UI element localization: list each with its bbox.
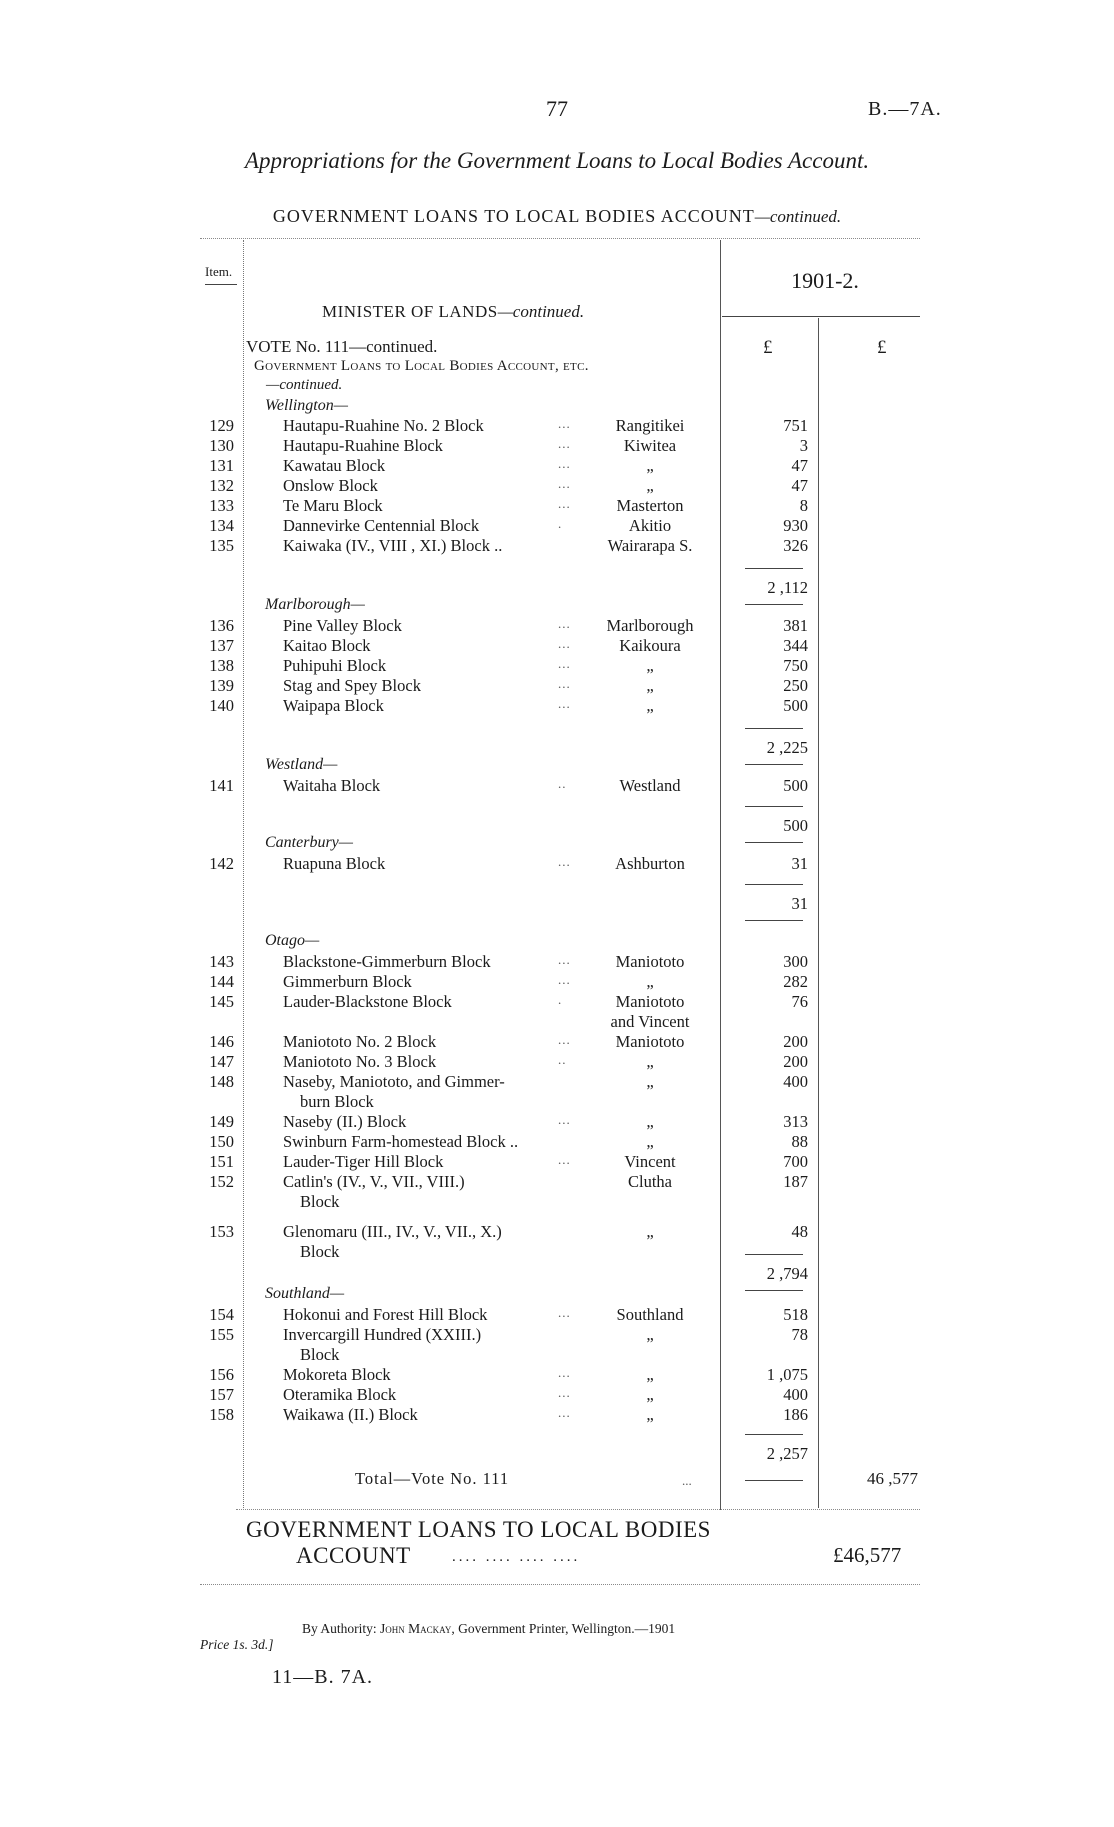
block-name: Ruapuna Block [283, 854, 386, 873]
table-row [0, 676, 1114, 696]
table-row [0, 1072, 1114, 1092]
vote-heading: VOTE No. 111—continued. [246, 337, 438, 356]
year-column-header: 1901-2. [791, 268, 859, 293]
item-header-rule [205, 284, 237, 285]
block-name: Pine Valley Block [283, 616, 402, 635]
amount: 8 [799, 496, 808, 515]
amount: 88 [791, 1132, 808, 1151]
currency-symbol-items: £ [763, 337, 773, 358]
block-name: Waitaha Block [283, 776, 381, 795]
subtotal-rule [745, 806, 803, 807]
block-name-continued: Block [300, 1345, 340, 1364]
item-number: 133 [209, 496, 234, 515]
table-row [0, 1222, 1114, 1242]
district: Maniototo [615, 992, 685, 1011]
item-column-header: Item. [205, 264, 233, 279]
table-row [0, 536, 1114, 556]
item-number: 154 [209, 1305, 234, 1324]
amount: 186 [783, 1405, 808, 1424]
vote-subheading-continued: —continued. [266, 377, 343, 393]
leader-dots: ... [558, 1365, 571, 1380]
amount: 282 [783, 972, 808, 991]
block-name: Waipapa Block [283, 696, 384, 715]
table-row [0, 516, 1114, 536]
district: Marlborough [606, 616, 694, 635]
currency-symbol-total: £ [877, 337, 887, 358]
summary-leader-dots: .... .... .... .... [452, 1549, 581, 1565]
block-name: Oteramika Block [283, 1385, 397, 1404]
vote-total-dots: ... [682, 1473, 692, 1488]
leader-dots: .. [558, 776, 567, 791]
amount: 47 [791, 456, 808, 475]
subtotal-rule [745, 1254, 803, 1255]
block-name: Kaiwaka (IV., VIII , XI.) Block .. [283, 536, 503, 555]
subtotal-rule [745, 1480, 803, 1481]
block-name: Invercargill Hundred (XXIII.) [283, 1325, 482, 1344]
subtitle [0, 206, 1114, 227]
item-number: 146 [209, 1032, 234, 1051]
table-row [0, 696, 1114, 716]
region-heading: Westland— [265, 756, 338, 773]
item-number: 131 [209, 456, 234, 475]
subtotal-rule [745, 568, 803, 569]
amount: 500 [783, 696, 808, 715]
item-number: 145 [209, 992, 234, 1011]
district: „ [646, 476, 654, 495]
district: „ [646, 1222, 654, 1241]
subtitle-text: GOVERNMENT LOANS TO LOCAL BODIES ACCOUNT [272, 206, 755, 226]
leader-dots: ... [558, 952, 571, 967]
subtotal-rule [745, 842, 803, 843]
leader-dots: .. [558, 1052, 567, 1067]
item-number: 152 [209, 1172, 234, 1191]
block-name: Te Maru Block [283, 496, 383, 515]
item-number: 135 [209, 536, 234, 555]
amount: 344 [783, 636, 808, 655]
amount: 930 [783, 516, 808, 535]
block-name: Glenomaru (III., IV., V., VII., X.) [283, 1222, 502, 1241]
leader-dots: ... [558, 656, 571, 671]
main-title: Appropriations for the Government Loans to Local Bodies Account. [244, 148, 870, 173]
item-number: 139 [209, 676, 234, 695]
table-row [0, 1365, 1114, 1385]
region-heading: Canterbury— [265, 834, 353, 851]
block-name: Hokonui and Forest Hill Block [283, 1305, 488, 1324]
summary-title: GOVERNMENT LOANS TO LOCAL BODIES [246, 1517, 711, 1542]
district: Rangitikei [615, 416, 685, 435]
amount: 400 [783, 1385, 808, 1404]
district: „ [646, 656, 654, 675]
district: Kiwitea [623, 436, 677, 455]
item-number: 140 [209, 696, 234, 715]
amount: 751 [783, 416, 808, 435]
item-number: 155 [209, 1325, 234, 1344]
amount: 750 [783, 656, 808, 675]
table-row [0, 1405, 1114, 1425]
leader-dots: ... [558, 476, 571, 491]
subtotal: 2 ,257 [766, 1444, 808, 1463]
amount: 200 [783, 1052, 808, 1071]
block-name: Maniototo No. 3 Block [283, 1052, 437, 1071]
item-number: 142 [209, 854, 234, 873]
block-name-continued: Block [300, 1242, 340, 1261]
amount: 1 ,075 [766, 1365, 808, 1384]
subtotal: 2 ,225 [766, 738, 808, 757]
leader-dots: ... [558, 854, 571, 869]
table-row [0, 776, 1114, 796]
block-name: Naseby (II.) Block [283, 1112, 407, 1131]
table-row-continuation [0, 1192, 1114, 1212]
block-name: Hautapu-Ruahine Block [283, 436, 443, 455]
item-number: 147 [209, 1052, 234, 1071]
amount: 500 [783, 776, 808, 795]
block-name-continued: Block [300, 1192, 340, 1211]
block-name: Catlin's (IV., V., VII., VIII.) [283, 1172, 465, 1191]
block-name-continued: burn Block [300, 1092, 374, 1111]
item-number: 156 [209, 1365, 234, 1384]
amount: 78 [791, 1325, 808, 1344]
leader-dots: ... [558, 496, 571, 511]
item-number: 137 [209, 636, 234, 655]
table-row [0, 952, 1114, 972]
document-reference: B.—7A. [868, 98, 942, 120]
subtotal: 2 ,794 [766, 1264, 808, 1283]
subtotal: 2 ,112 [767, 578, 808, 597]
table-row [0, 636, 1114, 656]
table-row [0, 1112, 1114, 1132]
subtotal-rule [745, 884, 803, 885]
imprint-suffix: , Government Printer, Wellington.—1901 [451, 1621, 676, 1636]
item-number: 151 [209, 1152, 234, 1171]
amount: 31 [791, 854, 808, 873]
block-name: Maniototo No. 2 Block [283, 1032, 437, 1051]
year-header-rule [722, 316, 920, 317]
summary-rule [200, 1584, 920, 1585]
region-heading: Marlborough— [265, 596, 365, 613]
item-number: 132 [209, 476, 234, 495]
district: Kaikoura [619, 636, 681, 655]
amount: 47 [791, 476, 808, 495]
district: Maniototo [615, 952, 685, 971]
table-row [0, 1305, 1114, 1325]
leader-dots: ... [558, 972, 571, 987]
amount: 48 [791, 1222, 808, 1241]
leader-dots: ... [558, 1152, 571, 1167]
block-name: Gimmerburn Block [283, 972, 412, 991]
item-number: 134 [209, 516, 234, 535]
table-row [0, 476, 1114, 496]
leader-dots: ... [558, 1032, 571, 1047]
block-name: Waikawa (II.) Block [283, 1405, 418, 1424]
subtotal-rule [745, 1434, 803, 1435]
region-heading: Southland— [265, 1285, 345, 1302]
minister-text: MINISTER OF LANDS [322, 302, 498, 321]
table-bottom-rule [236, 1509, 920, 1510]
item-number: 130 [209, 436, 234, 455]
table-row-continuation [0, 1092, 1114, 1112]
district: „ [646, 1132, 654, 1151]
block-name: Hautapu-Ruahine No. 2 Block [283, 416, 484, 435]
summary-amount: £46,577 [833, 1543, 902, 1567]
subtotal-rule [745, 764, 803, 765]
district: Akitio [628, 516, 672, 535]
minister-continued: —continued. [497, 302, 585, 321]
table-row [0, 992, 1114, 1012]
table-row [0, 972, 1114, 992]
district: „ [646, 1325, 654, 1344]
subtotal-rule [745, 1290, 803, 1291]
item-number: 148 [209, 1072, 234, 1091]
subtotal: 500 [783, 816, 808, 835]
amount: 381 [783, 616, 808, 635]
table-row [0, 456, 1114, 476]
block-name: Stag and Spey Block [283, 676, 421, 695]
block-name: Lauder-Blackstone Block [283, 992, 452, 1011]
table-row [0, 1152, 1114, 1172]
item-number: 157 [209, 1385, 234, 1404]
table-row-continuation [0, 1345, 1114, 1365]
table-row-continuation [0, 1242, 1114, 1262]
block-name: Blackstone-Gimmerburn Block [283, 952, 491, 971]
block-name: Naseby, Maniototo, and Gimmer- [283, 1072, 505, 1091]
amount: 250 [783, 676, 808, 695]
district: „ [646, 1385, 654, 1404]
item-number: 143 [209, 952, 234, 971]
item-number: 144 [209, 972, 234, 991]
district: Masterton [616, 496, 684, 515]
table-row [0, 436, 1114, 456]
item-number: 129 [209, 416, 234, 435]
amount: 300 [783, 952, 808, 971]
amount: 76 [791, 992, 808, 1011]
subtotal-rule [745, 604, 803, 605]
district: Clutha [628, 1172, 672, 1191]
district: „ [646, 972, 654, 991]
district: „ [646, 676, 654, 695]
district: „ [646, 456, 654, 475]
district: Wairarapa S. [607, 536, 693, 555]
block-name: Onslow Block [283, 476, 378, 495]
district-continued: and Vincent [610, 1012, 690, 1031]
district: Southland [616, 1305, 684, 1324]
amount: 313 [783, 1112, 808, 1131]
price-note: Price 1s. 3d.] [200, 1637, 274, 1652]
block-name: Kaitao Block [283, 636, 371, 655]
block-name: Swinburn Farm-homestead Block .. [283, 1132, 519, 1151]
leader-dots: ... [558, 696, 571, 711]
leader-dots: ... [558, 676, 571, 691]
leader-dots: ... [558, 1112, 571, 1127]
amount: 326 [783, 536, 808, 555]
item-number: 138 [209, 656, 234, 675]
leader-dots: ... [558, 456, 571, 471]
subtotal-rule [745, 920, 803, 921]
block-name: Lauder-Tiger Hill Block [283, 1152, 444, 1171]
table-row [0, 416, 1114, 436]
page-number: 77 [546, 96, 568, 121]
item-number: 153 [209, 1222, 234, 1241]
amount: 400 [783, 1072, 808, 1091]
district: „ [646, 1072, 654, 1091]
leader-dots: ... [558, 436, 571, 451]
vote-subheading: Government Loans to Local Bodies Account, etc. [254, 358, 589, 374]
amount: 518 [783, 1305, 808, 1324]
district: „ [646, 1405, 654, 1424]
printer-name: John Mackay [380, 1621, 452, 1636]
block-name: Kawatau Block [283, 456, 386, 475]
district: Westland [619, 776, 681, 795]
table-row [0, 1385, 1114, 1405]
region-heading: Otago— [265, 932, 320, 949]
item-number: 136 [209, 616, 234, 635]
subtotal: 31 [791, 894, 808, 913]
item-number: 149 [209, 1112, 234, 1131]
table-row-continuation [0, 1012, 1114, 1032]
leader-dots: ... [558, 1305, 571, 1320]
district: „ [646, 696, 654, 715]
summary-title-continued: ACCOUNT [296, 1543, 411, 1568]
block-name: Puhipuhi Block [283, 656, 387, 675]
region-heading: Wellington— [265, 397, 348, 414]
leader-dots: ... [558, 636, 571, 651]
item-number: 150 [209, 1132, 234, 1151]
table-row [0, 1032, 1114, 1052]
signature-mark: 11—B. 7A. [272, 1666, 374, 1688]
amount: 200 [783, 1032, 808, 1051]
table-row [0, 1172, 1114, 1192]
table-row [0, 656, 1114, 676]
leader-dots: ... [558, 1385, 571, 1400]
subtotal-rule [745, 728, 803, 729]
amount: 700 [783, 1152, 808, 1171]
leader-dots: ... [558, 416, 571, 431]
minister-heading [322, 302, 584, 322]
table-row [0, 616, 1114, 636]
district: „ [646, 1112, 654, 1131]
table-row [0, 496, 1114, 516]
amount: 3 [799, 436, 808, 455]
leader-dots: . [558, 992, 563, 1007]
table-row [0, 1052, 1114, 1072]
leader-dots: ... [558, 1405, 571, 1420]
item-number: 158 [209, 1405, 234, 1424]
printer-imprint [302, 1621, 675, 1637]
table-row [0, 1132, 1114, 1152]
leader-dots: ... [558, 616, 571, 631]
item-number: 141 [209, 776, 234, 795]
imprint-prefix: By Authority: [302, 1621, 381, 1636]
table-top-rule [200, 238, 920, 239]
amount: 187 [783, 1172, 808, 1191]
district: Maniototo [615, 1032, 685, 1051]
district: Vincent [624, 1152, 676, 1171]
vote-total-label: Total—Vote No. 111 [355, 1469, 510, 1488]
table-row [0, 854, 1114, 874]
leader-dots: . [558, 516, 563, 531]
subtitle-continued: —continued. [754, 207, 842, 226]
district: „ [646, 1052, 654, 1071]
vote-total-amount: 46 ,577 [867, 1469, 918, 1488]
table-row [0, 1325, 1114, 1345]
district: Ashburton [615, 854, 685, 873]
block-name: Dannevirke Centennial Block [283, 516, 480, 535]
block-name: Mokoreta Block [283, 1365, 391, 1384]
district: „ [646, 1365, 654, 1384]
